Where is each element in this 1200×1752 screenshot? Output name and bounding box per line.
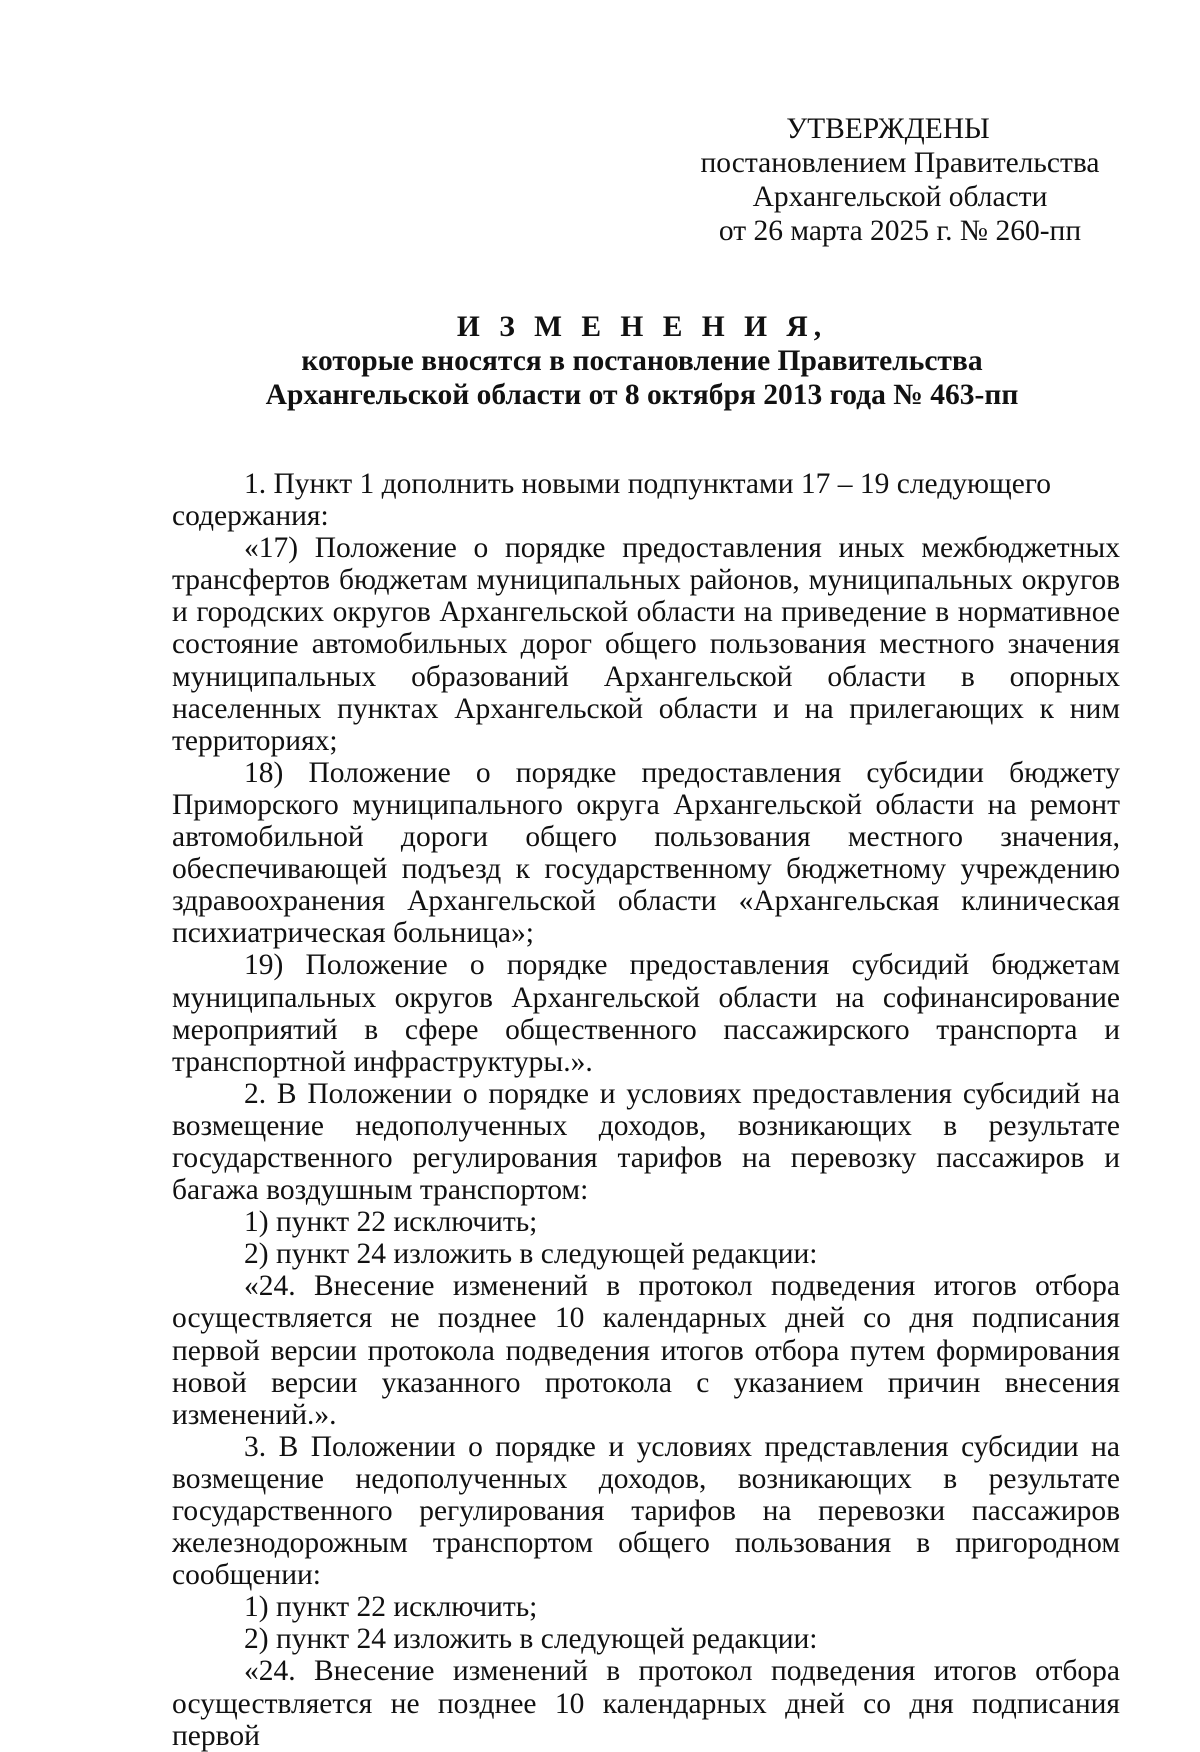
title-line-1: которые вносятся в постановление Правительства <box>301 345 983 377</box>
approval-word: УТВЕРЖДЕНЫ <box>786 113 990 145</box>
paragraph-12: «24. Внесение изменений в протокол подведения итогов отбора осуществляется не позднее 10 календарных дней со дня подписания первой <box>172 1655 1120 1752</box>
document-body <box>172 468 1120 1752</box>
approval-line-3: от 26 марта 2025 г. № 260-пп <box>718 215 1082 247</box>
paragraph-3: 18) Положение о порядке предоставления субсидии бюджету Приморского муниципального округа Архангельской области на ремонт автомобильной дороги общего пользования местного значения, обеспечивающей подъезд к государственному бюджетному учреждению здравоохранения Архангельской области «Архангельская клиническая психиатрическая больница»; <box>172 756 1120 950</box>
paragraph-7: 2) пункт 24 изложить в следующей редакции: <box>244 1238 818 1271</box>
paragraph-4: 19) Положение о порядке предоставления субсидий бюджетам муниципальных округов Архангельской области на софинансирование мероприятий в сфере общественного пассажирского транспорта и транспортной инфраструктуры.». <box>172 949 1120 1078</box>
paragraph-6: 1) пункт 22 исключить; <box>244 1206 538 1239</box>
approval-line-1: постановлением Правительства <box>700 147 1100 179</box>
approval-line-2: Архангельской области <box>752 181 1048 213</box>
paragraph-1: 1. Пункт 1 дополнить новыми подпунктами 17 – 19 следующего содержания: <box>172 468 1051 533</box>
paragraph-9: 3. В Положении о порядке и условиях представления субсидии на возмещение недополученных доходов, возникающих в результате государственного регулирования тарифов на перевозки пассажиров железнодорожным транспортом общего пользования в пригородном сообщении: <box>172 1430 1120 1592</box>
paragraph-8: «24. Внесение изменений в протокол подведения итогов отбора осуществляется не позднее 10 календарных дней со дня подписания первой версии протокола подведения итогов отбора путем формирования новой версии указанного протокола с указанием причин внесения изменений.». <box>172 1270 1120 1431</box>
paragraph-2: «17) Положение о порядке предоставления иных межбюджетных трансфертов бюджетам муниципальных районов, муниципальных округов и городских округов Архангельской области на приведение в нормативное состояние автомобильных дорог общего пользования местного значения муниципальных образований Архангельской области в опорных населенных пунктах Архангельской области и на прилегающих к ним территориях; <box>172 532 1120 757</box>
title-heading: И З М Е Н Е Н И Я, <box>456 311 828 343</box>
title-line-2: Архангельской области от 8 октября 2013 года № 463-пп <box>265 379 1019 411</box>
paragraph-5: 2. В Положении о порядке и условиях предоставления субсидий на возмещение недополученных доходов, возникающих в результате государственного регулирования тарифов на перевозку пассажиров и багажа воздушным транспортом: <box>172 1077 1120 1207</box>
approval-stamp <box>700 112 1100 248</box>
paragraph-11: 2) пункт 24 изложить в следующей редакции: <box>244 1623 818 1656</box>
document-title <box>172 310 1112 412</box>
paragraph-10: 1) пункт 22 исключить; <box>244 1591 538 1624</box>
